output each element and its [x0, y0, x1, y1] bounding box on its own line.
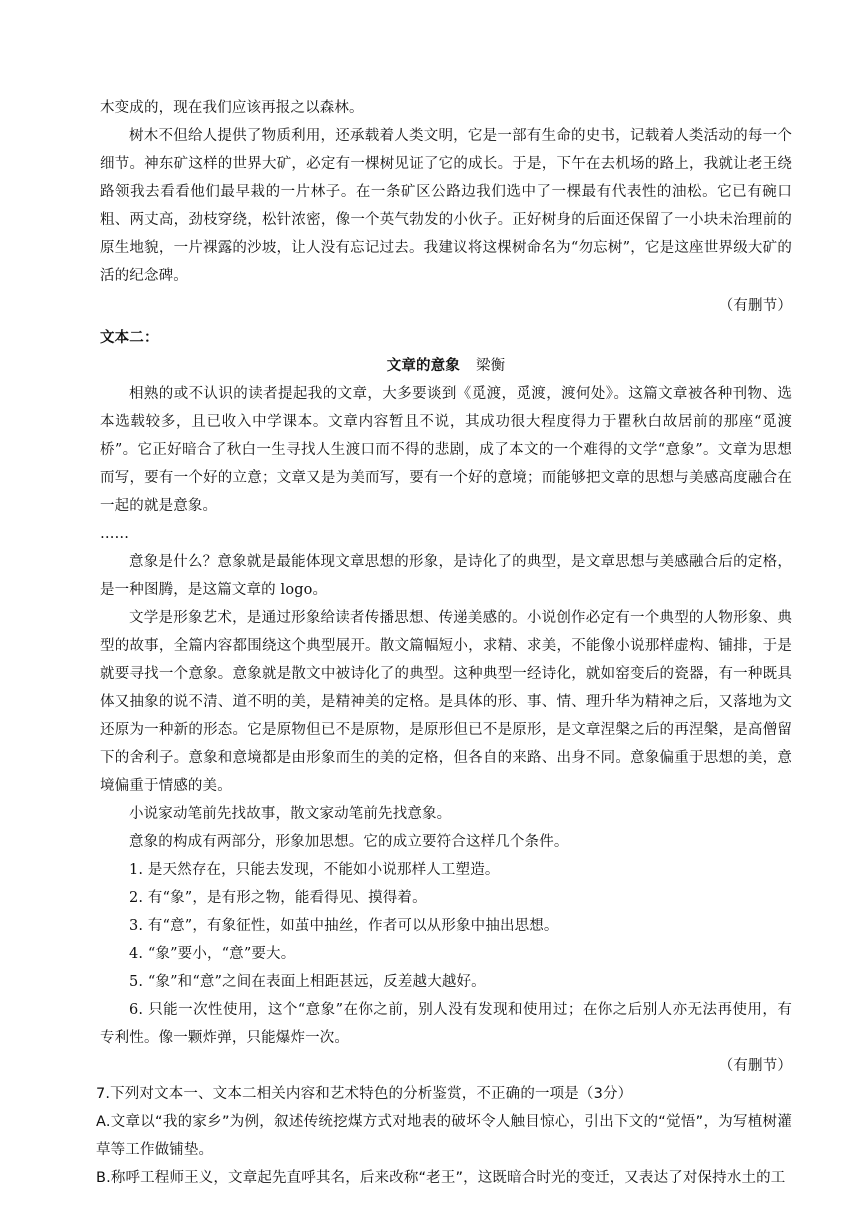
text2-author: 梁衡	[475, 358, 506, 374]
text1-abridged-note: （有删节）	[718, 298, 792, 314]
text2-list-item: 2. 有“象”，是有形之物，能看得见、摸得着。	[129, 890, 427, 906]
text2-label: 文本二：	[100, 329, 159, 346]
text1-paragraph: 树木不但给人提供了物质利用，还承载着人类文明，它是一部有生命的史书，记载着人类活动的每一个细节。神东矿这样的世界大矿，必定有一棵树见证了它的成长。于是，下午在去机场的路上，我就让老王绕路领我去看看他们最早栽的一片林子。在一条矿区公路边我们选中了一棵最有代表性的油松。它已有碗口粗、两丈高，劲枝穿绕，松针浓密，像一个英气勃发的小伙子。正好树身的后面还保留了一小块未治理前的原生地貌，一片裸露的沙坡，让人没有忘记过去。我建议将这棵树命名为“勿忘树”，它是这座世界级大矿的活的纪念碑。	[100, 128, 792, 284]
text2-paragraph: 文学是形象艺术，是通过形象给读者传播思想、传递美感的。小说创作必定有一个典型的人物形象、典型的故事，全篇内容都围绕这个典型展开。散文篇幅短小，求精、求美，不能像小说那样虚构、铺排，于是就要寻找一个意象。意象就是散文中被诗化了的典型。这种典型一经诗化，就如窑变后的瓷器，有一种既具体又抽象的说不清、道不明的美，是精神美的定格。是具体的形、事、情、理升华为精神之后，又落地为文还原为一种新的形态。它是原物但已不是原物，是原形但已不是原形，是文章涅槃之后的再涅槃，是高僧留下的舍利子。意象和意境都是由形象而生的美的定格，但各自的来路、出身不同。意象偏重于思想的美，意境偏重于情感的美。	[100, 610, 792, 794]
text2-list-item: 4. “象”要小，“意”要大。	[129, 946, 296, 962]
text2-title: 文章的意象	[386, 357, 460, 374]
text2-paragraph: 小说家动笔前先找故事，散文家动笔前先找意象。	[129, 806, 452, 822]
text2-list-item: 6. 只能一次性使用，这个“意象”在你之前，别人没有发现和使用过；在你之后别人亦无法再使用，有专利性。像一颗炸弹，只能爆炸一次。	[100, 1002, 792, 1046]
question-option-a: A.文章以“我的家乡”为例，叙述传统挖煤方式对地表的破坏令人触目惊心，引出下文的“觉悟”，为写植树灌草等工作做铺垫。	[96, 1114, 792, 1158]
text2-paragraph: 意象是什么？意象就是最能体现文章思想的形象，是诗化了的典型，是文章思想与美感融合后的定格，是一种图腾，是这篇文章的 logo。	[100, 554, 792, 598]
text2-list-item: 1. 是天然存在，只能去发现，不能如小说那样人工塑造。	[129, 862, 500, 878]
text2-paragraph: 意象的构成有两部分，形象加思想。它的成立要符合这样几个条件。	[129, 834, 569, 850]
text2-list-item: 5. “象”和“意”之间在表面上相距甚远，反差越大越好。	[129, 974, 486, 990]
text2-list-item: 3. 有“意”，有象征性，如茧中抽丝，作者可以从形象中抽出思想。	[129, 918, 559, 934]
text2-abridged-note: （有删节）	[718, 1058, 792, 1074]
text2-paragraph: 相熟的或不认识的读者提起我的文章，大多要谈到《觅渡，觅渡，渡何处》。这篇文章被各种刊物、选本选载较多，且已收入中学课本。文章内容暂且不说，其成功很大程度得力于瞿秋白故居前的那座“觅渡桥”。它正好暗合了秋白一生寻找人生渡口而不得的悲剧，成了本文的一个难得的文学“意象”。文章为思想而写，要有一个好的立意；文章又是为美而写，要有一个好的意境；而能够把文章的思想与美感高度融合在一起的就是意象。	[100, 386, 792, 514]
text2-ellipsis: ……	[100, 526, 129, 542]
question-option-b: B.称呼工程师王义，文章起先直呼其名，后来改称“老王”，这既暗合时光的变迁，又表达了对保持水土的工	[96, 1170, 786, 1186]
text1-tail-line: 木变成的，现在我们应该再报之以森林。	[100, 100, 364, 116]
question-stem: 7.下列对文本一、文本二相关内容和艺术特色的分析鉴赏，不正确的一项是（3分）	[96, 1086, 633, 1102]
text2-title-line	[100, 352, 792, 380]
document-body	[96, 94, 792, 1192]
